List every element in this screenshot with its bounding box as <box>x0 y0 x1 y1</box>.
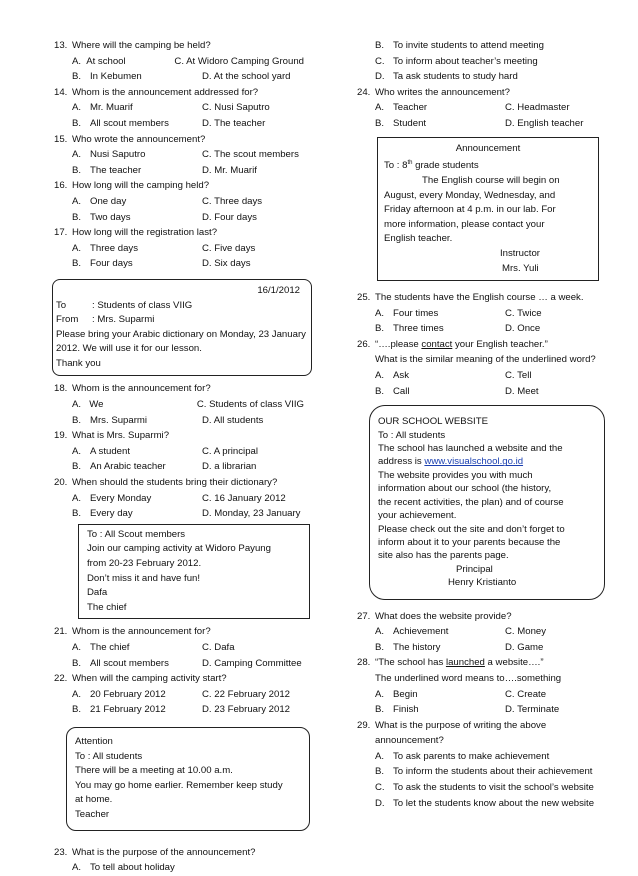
option-row <box>375 780 605 796</box>
question-number: 19. <box>54 430 68 442</box>
announcement-from: From : Mrs. Suparmi <box>56 314 155 326</box>
option-text: Call <box>393 385 410 397</box>
question-23-continued <box>357 38 605 85</box>
option-row <box>72 147 304 163</box>
option-letter: B. <box>72 258 82 270</box>
option-text: To inform the students about their achievement <box>393 766 593 778</box>
box-line: Teacher <box>75 808 110 820</box>
option-letter: B. <box>375 40 385 51</box>
option-text: C. Nusi Saputro <box>202 102 270 114</box>
option-text: Mrs. Suparmi <box>90 414 148 426</box>
option-text: In Kebumen <box>90 71 142 83</box>
question-text: Who wrote the announcement? <box>72 133 206 145</box>
option-row <box>72 656 304 672</box>
option-text: C. The scout members <box>202 149 299 161</box>
options <box>54 241 304 272</box>
box-signature-role: Principal <box>456 563 493 575</box>
option-letter: A. <box>72 862 82 874</box>
option-text: Achievement <box>393 626 449 638</box>
options <box>357 306 605 337</box>
option-row <box>375 38 605 54</box>
options <box>54 194 304 225</box>
option-row <box>72 640 304 656</box>
option-row <box>375 764 605 780</box>
box-line: more information, please contact your <box>384 218 545 230</box>
option-row <box>375 54 605 70</box>
box-signature-name: Henry Kristianto <box>448 577 517 589</box>
option-row <box>72 210 304 226</box>
announcement-box-camping <box>78 524 310 620</box>
question-15 <box>54 132 304 179</box>
option-text: D. All students <box>202 414 264 426</box>
question-text: Who writes the announcement? <box>375 86 510 98</box>
option-text: One day <box>90 195 127 207</box>
question-number: 23. <box>54 846 68 858</box>
box-line: your achievement. <box>378 510 457 522</box>
option-letter: A. <box>375 626 385 638</box>
question-number: 29. <box>357 719 371 731</box>
question-text: The students have the English course … a week. <box>375 292 584 304</box>
option-text: D. Mr. Muarif <box>202 164 257 176</box>
option-text: C. Headmaster <box>505 102 570 114</box>
box-line: information about our school (the history, <box>378 483 552 495</box>
option-text: D. Game <box>505 641 544 653</box>
box-line: There will be a meeting at 10.00 a.m. <box>75 765 233 777</box>
option-row <box>375 321 605 337</box>
option-text: Every day <box>90 508 133 520</box>
question-text: Where will the camping be held? <box>72 40 211 51</box>
option-text: An Arabic teacher <box>90 461 166 473</box>
option-row <box>72 444 304 460</box>
option-text: 21 February 2012 <box>90 704 166 716</box>
option-text: D. Monday, 23 January <box>202 508 301 520</box>
question-21 <box>54 624 304 671</box>
option-letter: B. <box>72 117 82 129</box>
box-line: address is www.visualschool.go.id <box>378 456 524 468</box>
option-text: Ta ask students to study hard <box>393 71 518 83</box>
option-letter: B. <box>72 704 82 716</box>
option-text: The teacher <box>90 164 142 176</box>
box-line: The English course will begin on <box>422 174 560 186</box>
question-number: 14. <box>54 86 68 98</box>
option-text: Three days <box>90 242 138 254</box>
option-text: D. 23 February 2012 <box>202 704 290 716</box>
option-text: C. Five days <box>202 242 256 254</box>
option-row <box>375 624 605 640</box>
option-row <box>72 100 304 116</box>
question-18 <box>54 381 304 428</box>
option-letter: A. <box>375 688 385 700</box>
option-text: To inform about teacher’s meeting <box>393 55 538 67</box>
option-letter: B. <box>375 766 385 778</box>
option-letter: A. <box>375 102 385 114</box>
option-letter: C. <box>375 782 385 794</box>
option-text: Three times <box>393 323 444 335</box>
question-text: What is the purpose of writing the above <box>375 719 547 731</box>
question-text: When will the camping activity start? <box>72 673 227 685</box>
announcement-date: 16/1/2012 <box>257 284 300 296</box>
option-text: D. Terminate <box>505 704 560 716</box>
option-row <box>72 163 304 179</box>
option-letter: B. <box>375 117 385 129</box>
option-text: Student <box>393 117 427 129</box>
option-letter: B. <box>72 164 82 176</box>
option-text: We <box>89 399 104 411</box>
option-letter: A. <box>72 492 82 504</box>
option-row <box>375 384 605 400</box>
option-text: D. a librarian <box>202 461 257 473</box>
option-text: At school <box>86 55 126 67</box>
option-text: C. Students of class VIIG <box>196 399 304 411</box>
option-row <box>72 506 304 522</box>
options <box>54 860 304 876</box>
option-letter: A. <box>375 370 385 382</box>
announcement-to: To : Students of class VIIG <box>56 299 193 311</box>
announcement-box-website <box>369 405 605 599</box>
option-letter: A. <box>72 102 82 114</box>
box-line: inform about it to your parents because the <box>378 536 561 548</box>
options <box>54 640 304 671</box>
option-row <box>72 413 304 429</box>
box-line: You may go home earlier. Remember keep study <box>75 779 283 791</box>
options <box>357 368 605 399</box>
option-letter: A. <box>72 399 82 411</box>
question-number: 16. <box>54 180 68 192</box>
option-text: C. Dafa <box>202 641 235 653</box>
underlined-word: launched <box>445 657 485 669</box>
option-row <box>375 640 605 656</box>
option-letter: A. <box>72 641 82 653</box>
question-text: Whom is the announcement for? <box>72 383 211 395</box>
option-letter: D. <box>375 797 385 809</box>
box-line: from 20-23 February 2012. <box>87 558 202 569</box>
box-line: The website provides you with much <box>378 469 533 481</box>
question-24 <box>357 85 605 132</box>
option-row <box>72 860 304 876</box>
question-text-2: The underlined word means to….something <box>375 672 562 684</box>
option-row <box>375 100 605 116</box>
announcement-box-arabic <box>52 279 312 377</box>
option-row <box>72 241 304 257</box>
website-link[interactable]: www.visualschool.go.id <box>424 456 524 468</box>
option-letter: A. <box>72 195 82 207</box>
option-text: D. Camping Committee <box>202 657 302 669</box>
option-letter: B. <box>72 461 82 473</box>
announcement-body-3: Thank you <box>56 357 101 369</box>
option-text: C. Three days <box>202 195 263 207</box>
question-22 <box>54 671 304 718</box>
box-line: OUR SCHOOL WEBSITE <box>378 416 488 428</box>
option-text: C. At Widoro Camping Ground <box>174 55 304 67</box>
question-text: What does the website provide? <box>375 610 512 622</box>
option-letter: A. <box>72 149 82 161</box>
box-line: Friday afternoon at 4 p.m. in our lab. For <box>384 204 556 216</box>
question-29 <box>357 718 605 812</box>
option-text: C. A principal <box>202 445 258 457</box>
option-text: Mr. Muarif <box>90 102 133 114</box>
option-letter: A. <box>72 445 82 457</box>
question-text: What is the purpose of the announcement? <box>72 846 256 858</box>
box-line: Dafa <box>87 587 108 599</box>
question-text: When should the students bring their dictionary? <box>72 477 278 489</box>
question-26: 26. “….please contact your English teacher.” What is the similar meaning of the underlined word? A. Ask C. Tell B. Call D. Meet <box>357 337 605 399</box>
option-text: Every Monday <box>90 492 152 504</box>
option-text: Finish <box>393 704 419 716</box>
options <box>357 100 605 131</box>
box-line: Don’t miss it and have fun! <box>87 572 201 584</box>
box-line: Attention <box>75 735 113 747</box>
option-text: Ask <box>393 370 409 382</box>
options <box>54 687 304 718</box>
box-line: Please check out the site and don’t forget to <box>378 523 565 535</box>
option-letter: B. <box>72 211 82 223</box>
option-text: The history <box>393 641 441 653</box>
option-row <box>72 194 304 210</box>
option-text: Four times <box>393 307 439 319</box>
option-text: 20 February 2012 <box>90 688 166 700</box>
option-text: To let the students know about the new website <box>393 797 595 809</box>
options <box>357 749 605 811</box>
option-row <box>72 256 304 272</box>
box-line: The school has launched a website and the <box>378 443 563 455</box>
question-number: 26. <box>357 338 371 350</box>
box-line: Join our camping activity at Widoro Payung <box>87 543 271 555</box>
option-letter: B. <box>72 71 82 83</box>
option-letter: B. <box>72 508 82 520</box>
option-row <box>72 54 304 70</box>
question-number: 27. <box>357 610 371 622</box>
option-text: To ask the students to visit the school’s website <box>393 782 594 794</box>
option-text: C. 16 January 2012 <box>202 492 286 504</box>
option-letter: B. <box>72 657 82 669</box>
question-number: 17. <box>54 227 68 239</box>
announcement-box-english <box>377 137 599 282</box>
left-column <box>54 38 304 876</box>
option-row <box>72 116 304 132</box>
question-number: 24. <box>357 86 371 98</box>
option-row <box>72 702 304 718</box>
option-row <box>375 69 605 85</box>
question-27 <box>357 609 605 656</box>
question-text: Whom is the announcement for? <box>72 626 211 638</box>
box-line: site also has the parents page. <box>378 550 509 562</box>
option-letter: D. <box>375 71 385 83</box>
option-row <box>375 702 605 718</box>
option-text: Two days <box>90 211 131 223</box>
box-line: To : All Scout members <box>87 528 186 540</box>
box-line: The chief <box>87 601 127 613</box>
option-letter: B. <box>72 414 82 426</box>
options <box>357 624 605 655</box>
option-text: C. Twice <box>505 307 542 319</box>
option-letter: A. <box>375 750 385 762</box>
question-number: 25. <box>357 292 371 304</box>
question-number: 20. <box>54 477 68 489</box>
option-row <box>375 368 605 384</box>
box-title: Announcement <box>455 142 521 154</box>
question-17 <box>54 225 304 272</box>
option-text: C. Tell <box>505 370 532 382</box>
option-text: D. At the school yard <box>202 71 291 83</box>
option-row <box>72 491 304 507</box>
option-row <box>72 687 304 703</box>
option-text: The chief <box>90 641 130 653</box>
question-25 <box>357 290 605 337</box>
option-row <box>72 459 304 475</box>
option-row <box>375 306 605 322</box>
right-column <box>357 38 605 811</box>
option-letter: B. <box>375 323 385 335</box>
option-text: C. 22 February 2012 <box>202 688 290 700</box>
option-text: To ask parents to make achievement <box>393 750 550 762</box>
question-number: 22. <box>54 673 68 685</box>
option-row <box>375 687 605 703</box>
option-row <box>375 749 605 765</box>
option-text: D. English teacher <box>505 117 584 129</box>
announcement-box-meeting <box>66 727 310 831</box>
option-row <box>375 116 605 132</box>
option-text: C. Money <box>505 626 547 638</box>
box-line: To : All students <box>378 429 446 441</box>
question-number: 28. <box>357 657 371 669</box>
option-text: To invite students to attend meeting <box>393 40 544 51</box>
option-letter: A. <box>375 307 385 319</box>
question-number: 13. <box>54 40 68 51</box>
box-signature-name: Mrs. Yuli <box>502 262 539 274</box>
question-number: 15. <box>54 133 68 145</box>
option-row <box>72 397 304 413</box>
option-row <box>375 796 605 812</box>
question-number: 18. <box>54 383 68 395</box>
option-text: D. Six days <box>202 258 251 270</box>
question-text: Whom is the announcement addressed for? <box>72 86 259 98</box>
option-letter: C. <box>375 55 385 67</box>
option-letter: B. <box>375 385 385 397</box>
option-text: Teacher <box>393 102 428 114</box>
question-16 <box>54 178 304 225</box>
underlined-word: contact <box>421 338 453 350</box>
option-text: Nusi Saputro <box>90 149 146 161</box>
box-to: To : 8th grade students <box>384 160 479 172</box>
options <box>54 491 304 522</box>
option-text: D. Meet <box>505 385 539 397</box>
question-text: How long will the camping held? <box>72 180 210 192</box>
option-text: Begin <box>393 688 418 700</box>
box-line: the recent activities, the plan) and of course <box>378 496 564 508</box>
option-text: Four days <box>90 258 133 270</box>
option-text: A student <box>90 445 131 457</box>
box-signature-role: Instructor <box>500 247 540 259</box>
options <box>54 397 304 428</box>
option-letter: A. <box>72 242 82 254</box>
box-line: August, every Monday, Wednesday, and <box>384 189 556 201</box>
option-letter: B. <box>375 641 385 653</box>
option-letter: A. <box>72 688 82 700</box>
question-text: What is Mrs. Suparmi? <box>72 430 170 442</box>
option-row <box>72 69 304 85</box>
option-text: D. Four days <box>202 211 257 223</box>
option-text: All scout members <box>90 657 169 669</box>
question-23 <box>54 845 304 876</box>
question-13 <box>54 38 304 85</box>
question-19 <box>54 428 304 475</box>
question-text-2: What is the similar meaning of the underlined word? <box>375 354 596 366</box>
box-line: English teacher. <box>384 233 453 245</box>
question-text-2: announcement? <box>375 735 444 747</box>
box-line: To : All students <box>75 750 143 762</box>
option-letter: B. <box>375 704 385 716</box>
box-line: at home. <box>75 794 113 806</box>
option-text: D. Once <box>505 323 541 335</box>
option-letter: A. <box>72 55 82 67</box>
options <box>54 100 304 131</box>
question-20 <box>54 475 304 522</box>
question-text: How long will the registration last? <box>72 227 218 239</box>
option-text: All scout members <box>90 117 169 129</box>
announcement-body-1: Please bring your Arabic dictionary on Monday, 23 January <box>56 328 306 340</box>
announcement-body-2: 2012. We will use it for our lesson. <box>56 343 202 355</box>
question-14 <box>54 85 304 132</box>
option-text: C. Create <box>505 688 547 700</box>
question-number: 21. <box>54 626 68 638</box>
question-28: 28. “The school has launched a website….” The underlined word means to….something A. Begin C. Create B. Finish D. Terminate <box>357 655 605 717</box>
options <box>357 687 605 718</box>
option-text: D. The teacher <box>202 117 266 129</box>
options <box>54 54 304 85</box>
options <box>54 147 304 178</box>
options <box>54 444 304 475</box>
option-text: To tell about holiday <box>90 862 175 874</box>
